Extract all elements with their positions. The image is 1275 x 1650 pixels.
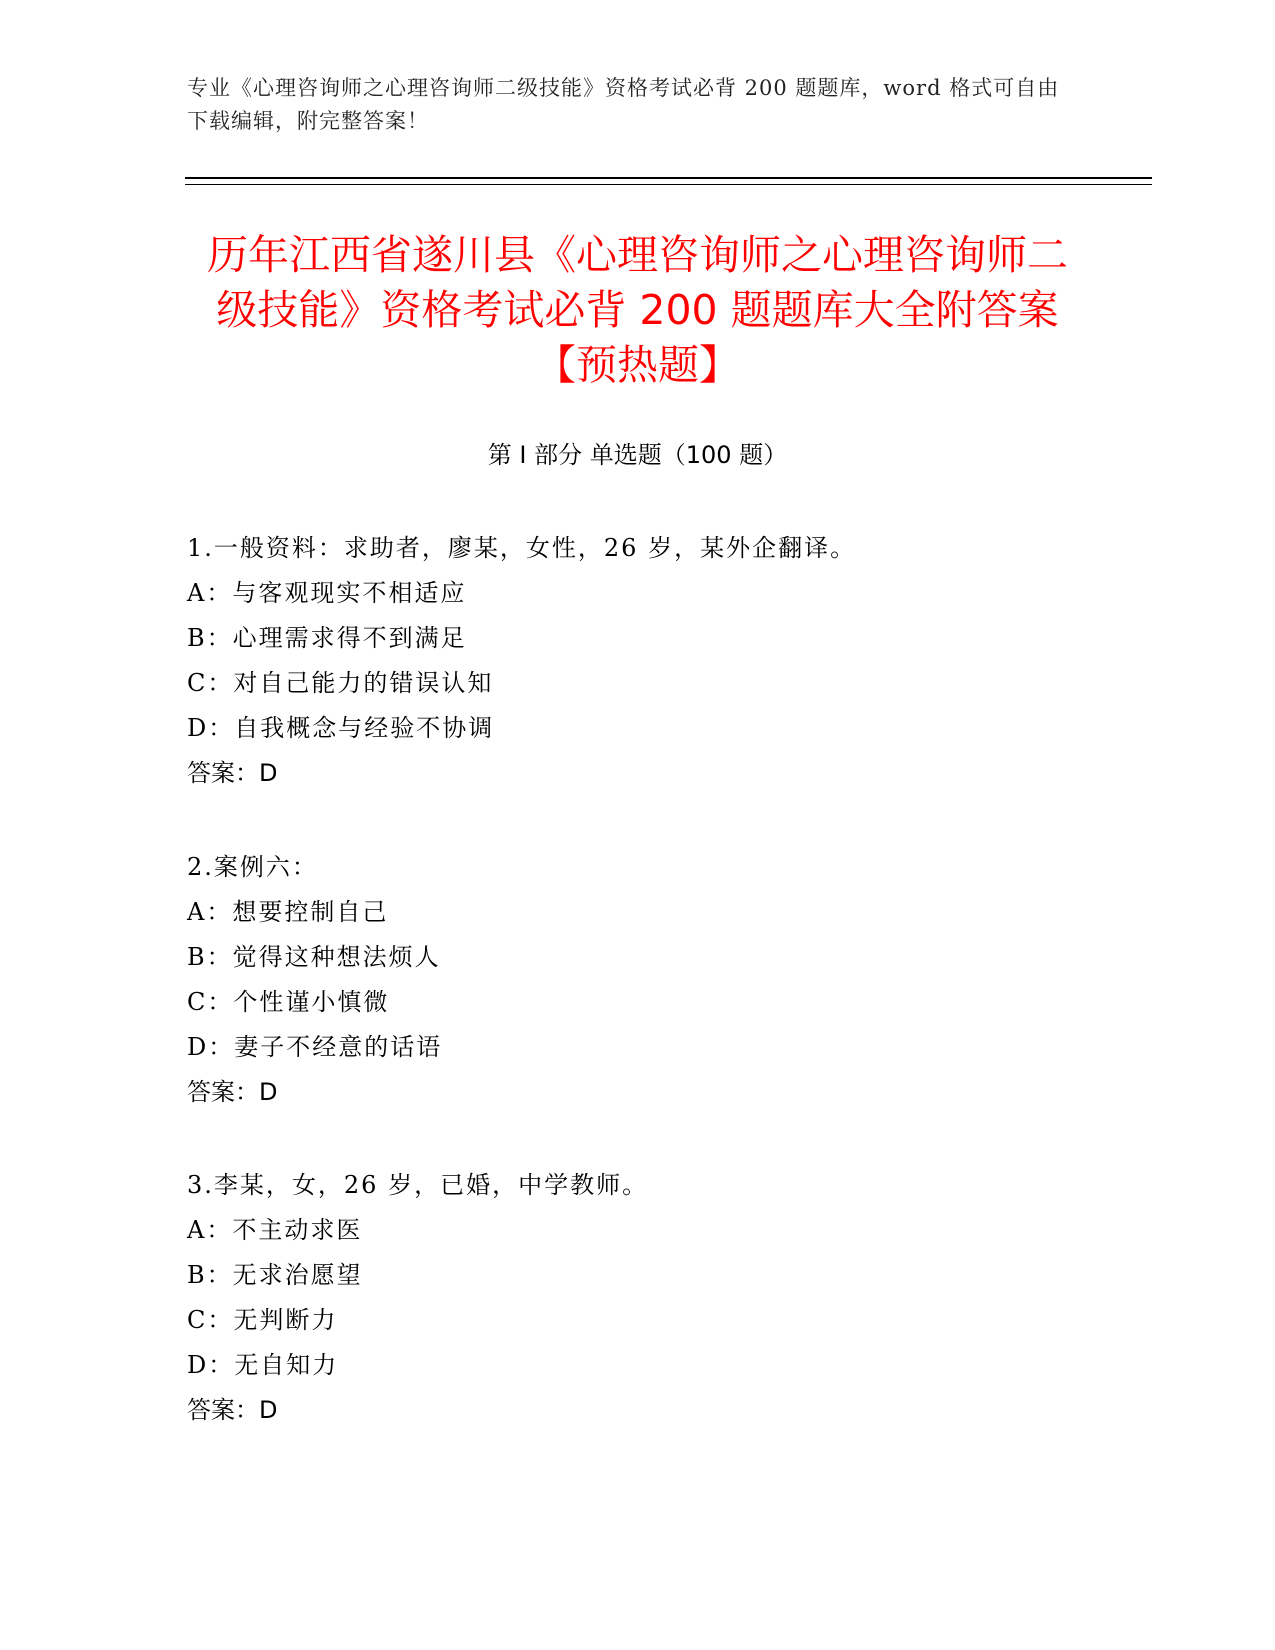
option-c: C：个性谨小慎微	[187, 988, 390, 1016]
option-d: D：妻子不经意的话语	[187, 1033, 443, 1061]
question-stem: 3.李某，女，26 岁，已婚，中学教师。	[187, 1171, 649, 1199]
answer: 答案：D	[187, 1396, 278, 1424]
option-a: A：与客观现实不相适应	[187, 579, 467, 607]
option-b: B：无求治愿望	[187, 1261, 363, 1289]
option-d: D：自我概念与经验不协调	[187, 714, 495, 742]
question-stem: 2.案例六：	[187, 853, 318, 881]
option-b: B：觉得这种想法烦人	[187, 943, 441, 971]
question-stem: 1.一般资料：求助者，廖某，女性，26 岁，某外企翻译。	[187, 534, 857, 562]
header-rule-thick	[185, 177, 1152, 179]
option-a: A：想要控制自己	[187, 898, 389, 926]
section-heading: 第 I 部分 单选题（100 题）	[487, 441, 788, 469]
question-1	[187, 526, 1137, 796]
document-title: 历年江西省遂川县《心理咨询师之心理咨询师二级技能》资格考试必背 200 题题库大全附答案【预热题】	[207, 231, 1068, 389]
question-2	[187, 845, 1137, 1115]
header-note: 专业《心理咨询师之心理咨询师二级技能》资格考试必背 200 题题库，word 格式可自由下载编辑，附完整答案！	[187, 76, 1060, 133]
question-3	[187, 1163, 1137, 1433]
answer: 答案：D	[187, 1078, 278, 1106]
header-rule-thin	[185, 184, 1152, 185]
option-d: D：无自知力	[187, 1351, 339, 1379]
option-a: A：不主动求医	[187, 1216, 363, 1244]
option-b: B：心理需求得不到满足	[187, 624, 467, 652]
option-c: C：对自己能力的错误认知	[187, 669, 494, 697]
answer: 答案：D	[187, 759, 278, 787]
option-c: C：无判断力	[187, 1306, 338, 1334]
